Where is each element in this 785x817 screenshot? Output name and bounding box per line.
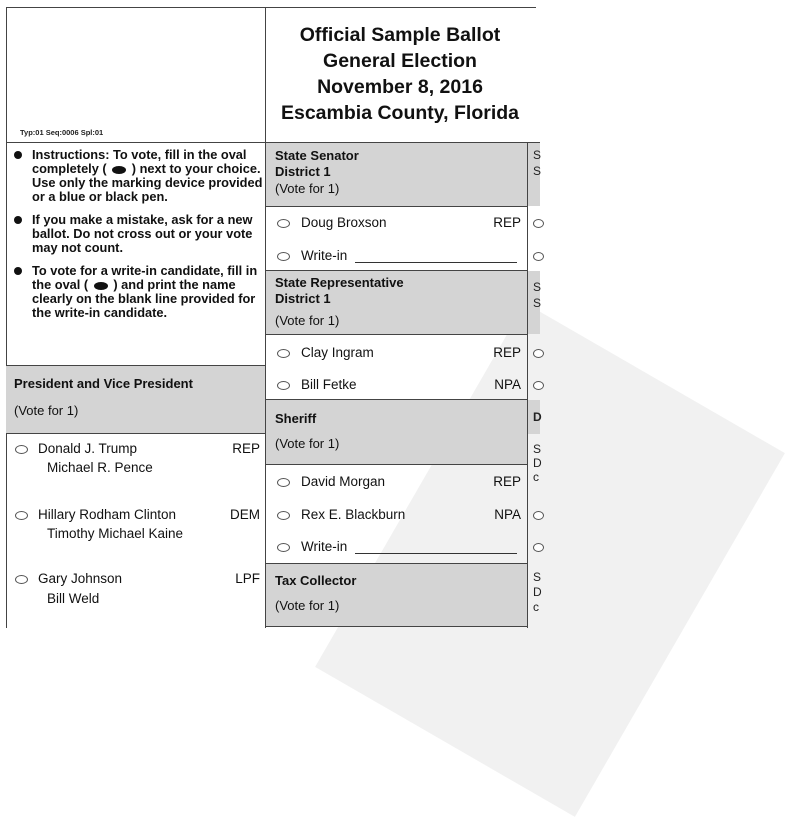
write-in-label: Write-in	[301, 248, 348, 263]
instruction-1-text-end: ) next to your choice. Use only the marking device provided or a blue or black pen.	[32, 161, 263, 204]
sheriff-title: Sheriff	[275, 411, 317, 426]
state-senator-vote-for: (Vote for 1)	[275, 181, 340, 196]
edge-fragment: D	[533, 410, 542, 424]
vote-oval[interactable]	[533, 543, 544, 552]
filled-oval-icon	[112, 166, 126, 174]
candidate-name: Gary Johnson	[38, 571, 123, 586]
instruction-3-text: To vote for a write-in candidate, fill in the oval (	[32, 263, 258, 292]
vote-oval[interactable]	[277, 478, 290, 487]
instruction-item	[12, 264, 264, 320]
instructions-block	[12, 148, 264, 329]
edge-fragment: S	[533, 280, 542, 294]
party-label: DEM	[230, 507, 260, 522]
candidate-name: Rex E. Blackburn	[301, 507, 406, 522]
president-top-line	[6, 365, 265, 366]
title-line-2: General Election	[323, 50, 477, 72]
running-mate-name: Bill Weld	[47, 591, 100, 606]
filled-oval-icon	[94, 282, 108, 290]
vote-oval[interactable]	[277, 219, 290, 228]
party-label: NPA	[494, 377, 521, 392]
president-header-line	[6, 433, 265, 434]
vote-oval[interactable]	[533, 511, 544, 520]
header-column-divider	[265, 8, 266, 142]
state-senator-title: State Senator	[275, 148, 359, 163]
instruction-2-text: If you make a mistake, ask for a new ballot. Do not cross out or your vote may not count.	[32, 212, 253, 255]
party-label: REP	[493, 215, 521, 230]
state-rep-title: State Representative	[275, 275, 404, 290]
running-mate-name: Timothy Michael Kaine	[47, 526, 184, 541]
ballot-title	[268, 22, 532, 126]
president-vote-for: (Vote for 1)	[14, 403, 79, 418]
state-rep-district: District 1	[275, 291, 331, 306]
write-in-oval[interactable]	[277, 252, 290, 261]
bullet-icon	[14, 267, 22, 275]
column-divider-2	[527, 142, 528, 628]
bullet-icon	[14, 151, 22, 159]
candidate-name: Doug Broxson	[301, 215, 387, 230]
edge-fragment: c	[533, 470, 539, 484]
title-line-1: Official Sample Ballot	[299, 24, 501, 46]
tax-collector-title: Tax Collector	[275, 573, 357, 588]
sheriff-header-line	[266, 464, 527, 465]
sheriff-header	[266, 400, 527, 464]
instruction-item	[12, 213, 264, 255]
sample-watermark	[315, 303, 785, 817]
write-in-line[interactable]	[355, 553, 517, 554]
ballot-type-info: Typ:01 Seq:0006 Spl:01	[20, 128, 104, 137]
vote-oval[interactable]	[277, 511, 290, 520]
write-in-label: Write-in	[301, 539, 348, 554]
write-in-oval[interactable]	[277, 543, 290, 552]
edge-fragment: S	[533, 296, 542, 310]
edge-fragment: S	[533, 164, 542, 178]
column-divider-1	[265, 142, 266, 628]
vote-oval[interactable]	[533, 349, 544, 358]
tax-collector-header-line	[266, 626, 527, 627]
vote-oval[interactable]	[277, 381, 290, 390]
edge-fragment: S	[533, 570, 542, 584]
party-label: NPA	[494, 507, 521, 522]
party-label: REP	[493, 474, 521, 489]
party-label: LPF	[235, 571, 260, 586]
vote-oval[interactable]	[533, 381, 544, 390]
edge-fragment: D	[533, 585, 542, 599]
instruction-3-text-end: ) and print the name clearly on the blank line provided for the write-in candidate.	[32, 277, 256, 320]
instruction-1-text: Instructions: To vote, fill in the oval completely (	[32, 147, 247, 176]
bullet-icon	[14, 216, 22, 224]
vote-oval[interactable]	[533, 252, 544, 261]
title-line-3: November 8, 2016	[317, 76, 483, 98]
tax-collector-vote-for: (Vote for 1)	[275, 598, 340, 613]
vote-oval[interactable]	[277, 349, 290, 358]
vote-oval[interactable]	[533, 219, 544, 228]
party-label: REP	[232, 441, 260, 456]
vote-oval[interactable]	[15, 575, 28, 584]
title-line-4: Escambia County, Florida	[280, 102, 520, 124]
edge-fragment: S	[533, 442, 542, 456]
instruction-item	[12, 148, 264, 204]
sheriff-vote-for: (Vote for 1)	[275, 436, 340, 451]
candidate-name: Bill Fetke	[301, 377, 357, 392]
edge-fragment: c	[533, 600, 539, 614]
vote-oval[interactable]	[15, 445, 28, 454]
candidate-name: Hillary Rodham Clinton	[38, 507, 177, 522]
write-in-line[interactable]	[355, 262, 517, 263]
candidate-name: Donald J. Trump	[38, 441, 138, 456]
state-senator-header-line	[266, 206, 527, 207]
president-title: President and Vice President	[14, 376, 193, 391]
candidate-name: Clay Ingram	[301, 345, 374, 360]
vote-oval[interactable]	[15, 511, 28, 520]
party-label: REP	[493, 345, 521, 360]
edge-fragment: D	[533, 456, 542, 470]
state-rep-vote-for: (Vote for 1)	[275, 313, 340, 328]
state-senator-district: District 1	[275, 164, 331, 179]
running-mate-name: Michael R. Pence	[47, 460, 153, 475]
ballot-header	[6, 8, 540, 142]
state-rep-header-line	[266, 334, 527, 335]
edge-fragment: S	[533, 148, 542, 162]
candidate-name: David Morgan	[301, 474, 386, 489]
